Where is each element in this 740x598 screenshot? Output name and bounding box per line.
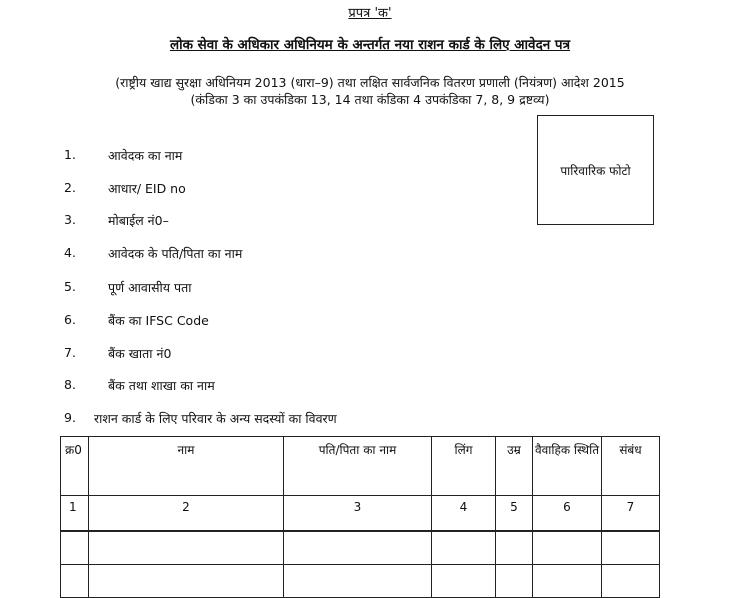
table-cell: 7 xyxy=(602,496,660,532)
field-label: आवेदक के पति/पिता का नाम xyxy=(108,246,243,261)
bank-branch-input[interactable] xyxy=(300,377,524,397)
form-title: प्रपत्र 'क' xyxy=(348,6,392,21)
field-number: 2. xyxy=(64,180,76,195)
field-number: 7. xyxy=(64,345,76,360)
table-cell[interactable] xyxy=(61,531,89,565)
table-cell[interactable] xyxy=(89,531,284,565)
table-cell[interactable] xyxy=(533,531,602,565)
col-header-gender: लिंग xyxy=(432,437,496,496)
table-cell: 2 xyxy=(89,496,284,532)
table-row[interactable] xyxy=(61,565,660,598)
table-header-row xyxy=(61,437,660,496)
table-cell[interactable] xyxy=(533,565,602,598)
applicant-name-input[interactable] xyxy=(300,147,524,167)
field-number: 4. xyxy=(64,245,76,260)
reference-line-2: (कंडिका 3 का उपकंडिका 13, 14 तथा कंडिका 4 उपकंडिका 7, 8, 9 द्रष्टव्य) xyxy=(190,92,550,107)
mobile-input[interactable] xyxy=(300,212,524,232)
guardian-name-input[interactable] xyxy=(300,245,524,265)
col-header-serial: क्र0 xyxy=(61,437,89,496)
field-number: 8. xyxy=(64,377,76,392)
field-number: 5. xyxy=(64,279,76,294)
col-header-relation: संबंध xyxy=(602,437,660,496)
field-label: बैंक खाता नं0 xyxy=(108,346,172,361)
form-subtitle: लोक सेवा के अधिकार अधिनियम के अन्तर्गत नया राशन कार्ड के लिए आवेदन पत्र xyxy=(169,37,571,53)
field-label: राशन कार्ड के लिए परिवार के अन्य सदस्यों का विवरण xyxy=(94,411,337,426)
family-photo-box[interactable] xyxy=(537,115,654,225)
table-cell: 3 xyxy=(284,496,432,532)
table-cell[interactable] xyxy=(89,565,284,598)
field-label: पूर्ण आवासीय पता xyxy=(108,280,192,295)
family-members-table xyxy=(60,436,660,598)
address-input[interactable] xyxy=(300,279,524,299)
table-cell[interactable] xyxy=(496,531,533,565)
col-header-guardian: पति/पिता का नाम xyxy=(284,437,432,496)
table-cell[interactable] xyxy=(284,565,432,598)
field-label: आधार/ EID no xyxy=(108,181,186,196)
reference-line-1: (राष्ट्रीय खाद्य सुरक्षा अधिनियम 2013 (धारा–9) तथा लक्षित सार्वजनिक वितरण प्रणाली (नियंत्रण) आदेश 2015 xyxy=(115,75,625,90)
aadhaar-input[interactable] xyxy=(300,180,524,200)
table-cell[interactable] xyxy=(602,531,660,565)
table-cell: 5 xyxy=(496,496,533,532)
table-cell: 6 xyxy=(533,496,602,532)
table-cell[interactable] xyxy=(284,531,432,565)
table-cell[interactable] xyxy=(432,531,496,565)
field-label: बैंक का IFSC Code xyxy=(108,313,209,328)
account-number-input[interactable] xyxy=(300,345,524,365)
table-cell[interactable] xyxy=(496,565,533,598)
table-cell[interactable] xyxy=(61,565,89,598)
ifsc-input[interactable] xyxy=(300,312,524,332)
field-number: 1. xyxy=(64,147,76,162)
col-header-name: नाम xyxy=(89,437,284,496)
table-cell: 4 xyxy=(432,496,496,532)
field-number: 9. xyxy=(64,410,76,425)
field-number: 6. xyxy=(64,312,76,327)
field-number: 3. xyxy=(64,212,76,227)
table-cell[interactable] xyxy=(432,565,496,598)
col-header-marital-status: वैवाहिक स्थिति xyxy=(533,437,602,496)
col-header-age: उम्र xyxy=(496,437,533,496)
table-cell[interactable] xyxy=(602,565,660,598)
table-row[interactable] xyxy=(61,531,660,565)
family-photo-label: पारिवारिक फोटो xyxy=(560,163,631,178)
table-cell: 1 xyxy=(61,496,89,532)
field-label: बैंक तथा शाखा का नाम xyxy=(108,378,215,393)
field-label: आवेदक का नाम xyxy=(108,148,183,163)
field-label: मोबाईल नं0– xyxy=(108,213,169,228)
table-index-row xyxy=(61,496,660,532)
